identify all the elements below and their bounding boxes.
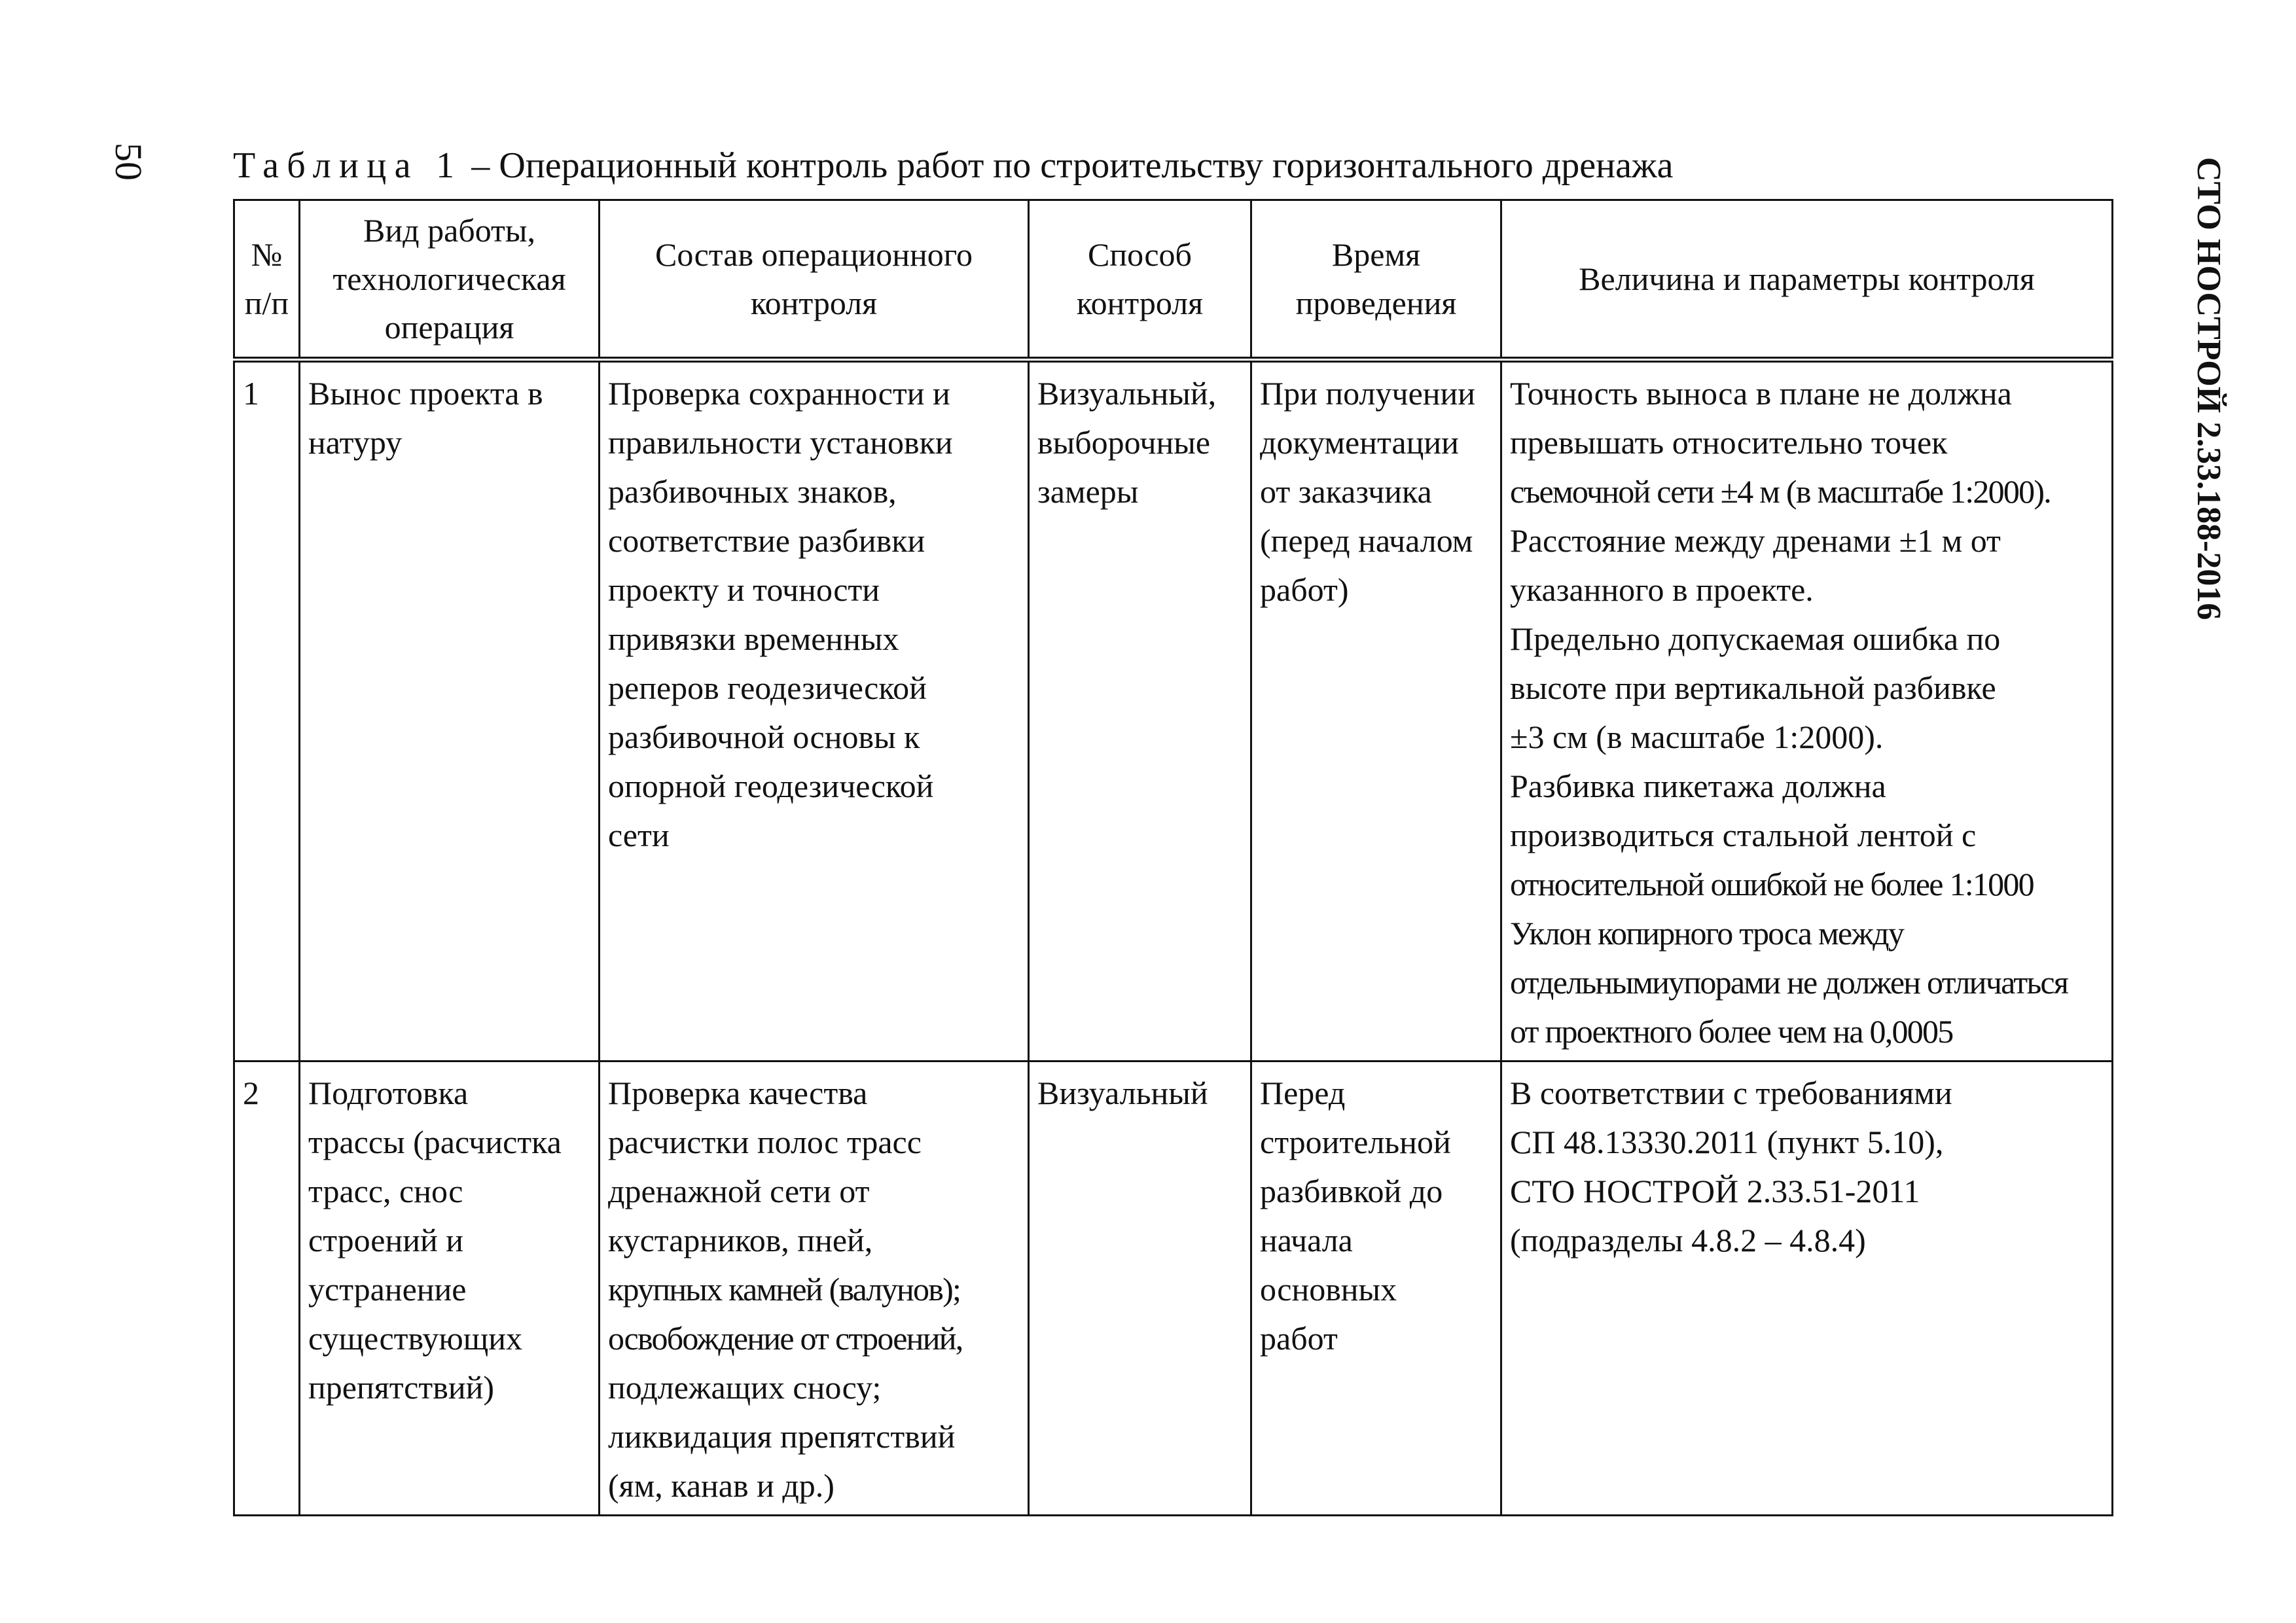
header-text: Способ (1088, 236, 1192, 273)
cell-line: Визуальный (1037, 1075, 1208, 1111)
cell-line: Вынос проекта в (308, 375, 543, 412)
cell-line: проекту и точности (608, 571, 880, 608)
header-control-parameters (1501, 200, 2113, 360)
cell-line: Визуальный, (1037, 375, 1217, 412)
cell-line: от проектного более чем на 0,0005 (1510, 1013, 1953, 1050)
cell-line: подлежащих сносу; (608, 1369, 882, 1406)
cell-work-type (300, 1061, 600, 1516)
table-row (234, 1061, 2113, 1516)
header-text: Вид работы, (363, 212, 535, 249)
header-text: Время (1331, 236, 1421, 273)
header-text: контроля (1076, 285, 1204, 321)
cell-line: Проверка сохранности и (608, 375, 950, 412)
cell-line: трасс, снос (308, 1173, 463, 1209)
cell-line: привязки временных (608, 620, 899, 657)
table-row (234, 360, 2113, 1061)
cell-line: работ) (1260, 571, 1349, 608)
cell-line: кустарников, пней, (608, 1222, 873, 1258)
cell-line: документации (1260, 424, 1459, 461)
cell-control-method (1029, 360, 1251, 1061)
cell-number: 2 (234, 1061, 300, 1516)
table-header-row (234, 200, 2113, 360)
cell-line: основных (1260, 1271, 1397, 1308)
cell-line: разбивочной основы к (608, 719, 920, 755)
cell-line: замеры (1037, 473, 1139, 510)
header-text: п/п (244, 285, 289, 321)
page-number: 50 (107, 143, 150, 181)
cell-line: Подготовка (308, 1075, 469, 1111)
cell-line: ±3 см (в масштабе 1:2000). (1510, 719, 1884, 755)
cell-control-parameters (1501, 1061, 2113, 1516)
header-control-composition (600, 200, 1029, 360)
cell-line: ликвидация препятствий (608, 1418, 956, 1455)
header-text: Состав операционного (655, 236, 973, 273)
cell-line: трассы (расчистка (308, 1124, 562, 1160)
cell-line: натуру (308, 424, 403, 461)
cell-line: (подразделы 4.8.2 – 4.8.4) (1510, 1222, 1866, 1258)
cell-line: разбивочных знаков, (608, 473, 897, 510)
cell-control-parameters (1501, 360, 2113, 1061)
header-number (234, 200, 300, 360)
cell-line: освобождение от строений, (608, 1320, 963, 1357)
header-text: технологическая (332, 260, 566, 297)
cell-number: 1 (234, 360, 300, 1061)
cell-line: Проверка качества (608, 1075, 868, 1111)
cell-line: Точность выноса в плане не должна (1510, 375, 2012, 412)
cell-line: съемочной сети ±4 м (в масштабе 1:2000). (1510, 473, 2051, 510)
cell-work-type (300, 360, 600, 1061)
cell-line: разбивкой до (1260, 1173, 1443, 1209)
cell-line: В соответствии с требованиями (1510, 1075, 1952, 1111)
cell-control-time (1251, 360, 1501, 1061)
cell-line: выборочные (1037, 424, 1211, 461)
cell-line: указанного в проекте. (1510, 571, 1814, 608)
document-code: СТО НОСТРОЙ 2.33.188-2016 (2190, 157, 2227, 620)
cell-line: Перед (1260, 1075, 1346, 1111)
table-caption (233, 144, 1673, 188)
cell-line: правильности установки (608, 424, 953, 461)
cell-line: соответствие разбивки (608, 522, 925, 559)
cell-line: относительной ошибкой не более 1:1000 (1510, 866, 2034, 902)
header-text: Величина и параметры контроля (1579, 260, 2035, 297)
cell-line: превышать относительно точек (1510, 424, 1948, 461)
cell-control-composition (600, 1061, 1029, 1516)
operational-control-table (233, 199, 2113, 1516)
header-control-time (1251, 200, 1501, 360)
caption-title: – Операционный контроль работ по строительству горизонтального дренажа (462, 145, 1674, 186)
cell-line: При получении (1260, 375, 1476, 412)
cell-line: опорной геодезической (608, 768, 934, 804)
header-work-type (300, 200, 600, 360)
cell-line: Разбивка пикетажа должна (1510, 768, 1886, 804)
cell-line: высоте при вертикальной разбивке (1510, 669, 1996, 706)
cell-line: начала (1260, 1222, 1353, 1258)
cell-line: производиться стальной лентой с (1510, 817, 1977, 853)
header-text: проведения (1295, 285, 1457, 321)
cell-line: расчистки полос трасс (608, 1124, 922, 1160)
header-text: № (251, 236, 283, 273)
header-control-method (1029, 200, 1251, 360)
cell-control-time (1251, 1061, 1501, 1516)
cell-line: дренажной сети от (608, 1173, 870, 1209)
cell-line: (ям, канав и др.) (608, 1467, 834, 1504)
cell-line: Уклон копирного троса между (1510, 915, 1904, 952)
cell-line: СТО НОСТРОЙ 2.33.51-2011 (1510, 1173, 1920, 1209)
cell-line: Расстояние между дренами ±1 м от (1510, 522, 2001, 559)
caption-lead: Таблица 1 (233, 145, 463, 186)
cell-line: строений и (308, 1222, 463, 1258)
cell-control-composition (600, 360, 1029, 1061)
cell-line: крупных камней (валунов); (608, 1271, 961, 1308)
cell-line: работ (1260, 1320, 1338, 1357)
cell-line: строительной (1260, 1124, 1451, 1160)
cell-line: существующих (308, 1320, 523, 1357)
cell-line: от заказчика (1260, 473, 1432, 510)
cell-line: сети (608, 817, 670, 853)
cell-line: Предельно допускаемая ошибка по (1510, 620, 2001, 657)
cell-line: устранение (308, 1271, 467, 1308)
cell-control-method (1029, 1061, 1251, 1516)
header-text: операция (384, 309, 514, 346)
cell-line: отдельнымиупорами не должен отличаться (1510, 964, 2068, 1001)
cell-line: СП 48.13330.2011 (пункт 5.10), (1510, 1124, 1944, 1160)
cell-line: реперов геодезической (608, 669, 927, 706)
header-text: контроля (750, 285, 878, 321)
cell-line: (перед началом (1260, 522, 1473, 559)
cell-line: препятствий) (308, 1369, 494, 1406)
